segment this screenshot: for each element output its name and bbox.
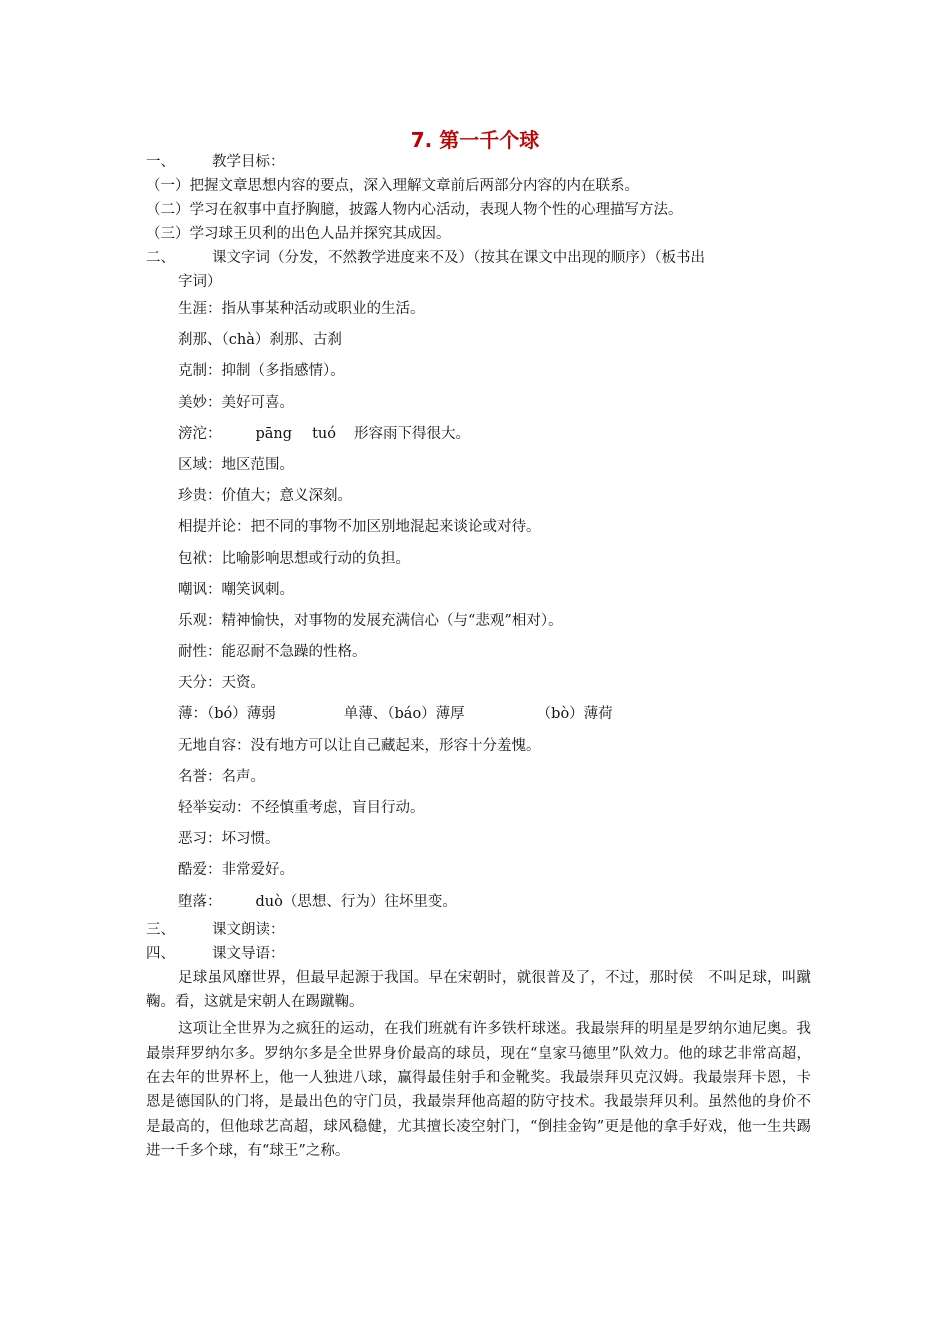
goal-item: （二）学习在叙事中直抒胸臆，披露人物内心活动，表现人物个性的心理描写方法。 [146,202,683,218]
section-number: 一、 [146,154,175,170]
glossary-item: 包袱：比喻影响思想或行动的负担。 [178,550,410,567]
body-paragraph: 足球虽风靡世界，但最早起源于我国。早在宋朝时，就很普及了，不过，那时侯 不叫足球，叫蹴鞠。看，这就是宋朝人在踢蹴鞠。 [146,969,811,1011]
section-number: 二、 [146,250,175,266]
section-heading-4 [146,942,811,966]
glossary-item: 耐性：能忍耐不急躁的性格。 [178,644,367,661]
section-heading-1 [146,150,811,174]
glossary-item: 区域：地区范围。 [178,456,294,473]
glossary-item: 克制：抑制（多指感情）。 [178,363,345,380]
glossary-term: 堕落： [178,893,222,910]
document-body [146,150,811,1163]
section-title-continued: 字词） [178,274,222,290]
glossary-definition: 形容雨下得很大。 [353,425,470,442]
glossary-item-pangtuo [146,419,811,450]
pinyin: pāng [255,425,293,442]
glossary-term: 滂沱： [178,425,222,442]
body-paragraph: 这项让全世界为之疯狂的运动，在我们班就有许多铁杆球迷。我最崇拜的明星是罗纳尔迪尼奥。我最崇拜罗纳尔多。罗纳尔多是全世界身价最高的球员，现在“皇家马德里”队效力。他的球艺非常高超，在去年的世界杯上，他一人独进八球，赢得最佳射手和金靴奖。我最崇拜贝克汉姆。我最崇拜卡恩，卡恩是德国队的门将，是最出色的守门员，我最崇拜他高超的防守技术。我最崇拜贝利。虽然他的身价不是最高的，但他球艺高超，球风稳健，尤其擅长凌空射门，“倒挂金钩”更是他的拿手好戏，他一生共踢进一千多个球，有“球王”之称。 [146,1021,811,1159]
section-heading-2 [146,246,811,270]
goal-item: （三）学习球王贝利的出色人品并探究其成因。 [146,226,451,242]
section-heading-3 [146,918,811,942]
glossary-item: 轻举妄动：不经慎重考虑，盲目行动。 [178,800,425,816]
glossary-reading: （bó）薄弱 [207,706,276,723]
glossary-definition: duò（思想、行为）往坏里变。 [255,893,457,910]
pinyin: tuó [312,425,336,442]
glossary-item: 乐观：精神愉快，对事物的发展充满信心（与“悲观”相对）。 [178,612,563,629]
page-title: 7. 第一千个球 [410,128,540,152]
glossary-item: 无地自容：没有地方可以让自己藏起来，形容十分羞愧。 [178,737,541,754]
glossary-item: 生涯：指从事某种活动或职业的生活。 [178,301,425,317]
glossary-item: 嘲讽：嘲笑讽刺。 [178,581,294,598]
glossary-item: 刹那、（chà）刹那、古刹 [178,332,342,349]
glossary-item: 恶习：坏习惯。 [178,831,280,848]
glossary-item: 相提并论：把不同的事物不加区别地混起来谈论或对待。 [178,519,541,536]
glossary-reading: 单薄、（báo）薄厚 [343,706,465,723]
glossary-item-bao [146,699,811,730]
section-number: 四、 [146,945,175,962]
glossary-item: 天分：天资。 [178,675,265,692]
glossary-reading: （bò）薄荷 [536,706,613,723]
glossary-item-duoluo [146,887,811,918]
glossary-item: 珍贵：价值大；意义深刻。 [178,488,352,505]
glossary-item: 名誉：名声。 [178,768,265,785]
glossary-item: 美妙：美好可喜。 [178,394,294,411]
goal-item: （一）把握文章思想内容的要点，深入理解文章前后两部分内容的内在联系。 [146,178,639,194]
section-number: 三、 [146,921,175,938]
section-title: 教学目标： [212,154,285,170]
glossary-term: 薄： [178,706,207,723]
section-title: 课文朗读： [212,921,285,938]
glossary-item: 酷爱：非常爱好。 [178,862,294,879]
section-title: 课文字词（分发，不然教学进度来不及）（按其在课文中出现的顺序）（板书出 [212,250,705,266]
section-title: 课文导语： [212,945,285,962]
